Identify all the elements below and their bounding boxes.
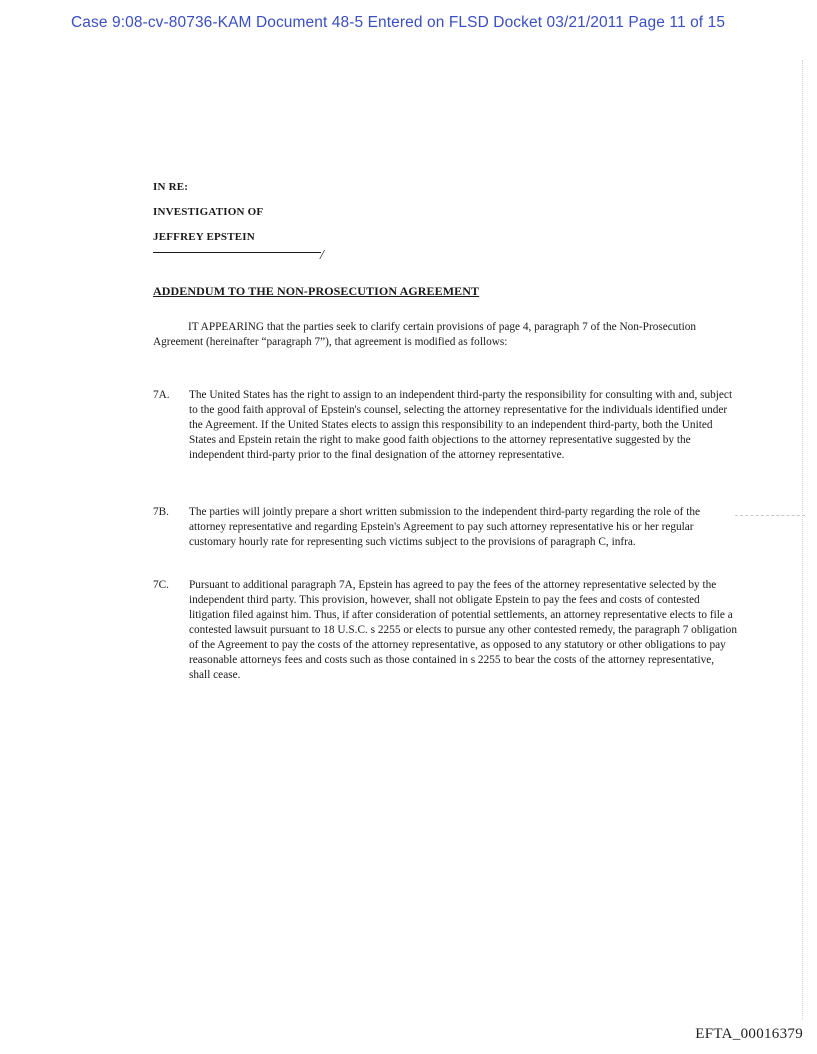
caption-in-re: IN RE:: [153, 181, 189, 193]
bates-number: EFTA_00016379: [695, 1026, 803, 1042]
paragraph-7a: [153, 388, 738, 463]
caption-slash: /: [320, 248, 324, 263]
paragraph-text: The United States has the right to assign to an independent third-party the responsibility for consulting with and, subject to the good faith approval of Epstein's counsel, selecting the attorney representative for the individuals identified under the Agreement. If the United States elects to assign this responsibility to an independent third-party, both the United States and Epstein retain the right to make good faith objections to the attorney representative suggested by the independent third-party prior to the final designation of the attorney representative.: [189, 389, 733, 461]
scan-stray-mark: [735, 515, 805, 516]
document-title: ADDENDUM TO THE NON-PROSECUTION AGREEMENT: [153, 284, 480, 298]
intro-paragraph: IT APPEARING that the parties seek to clarify certain provisions of page 4, paragraph 7 of the Non-Prosecution Agreement (hereinafter “paragraph 7”), that agreement is modified as follows:: [153, 321, 697, 348]
paragraph-number: 7A.: [153, 389, 170, 401]
caption-underline: [153, 252, 321, 253]
scan-edge-mark: [802, 60, 803, 1020]
paragraph-number: 7C.: [153, 579, 170, 591]
paragraph-7b: [153, 505, 738, 550]
paragraph-number: 7B.: [153, 506, 170, 518]
paragraph-text: Pursuant to additional paragraph 7A, Epstein has agreed to pay the fees of the attorney representative selected by the independent third party. This provision, however, shall not obligate Epstein to pay the fees and costs of contested litigation filed against him. Thus, if after consideration of potential settlements, an attorney representative elects to file a contested lawsuit pursuant to 18 U.S.C. s 2255 or elects to pursue any other contested remedy, the paragraph 7 obligation of the Agreement to pay the costs of the attorney representative, as opposed to any statutory or other obligations to pay reasonable attorneys fees and costs such as those contained in s 2255 to bear the costs of the attorney representative, shall cease.: [189, 579, 737, 681]
court-filing-header: Case 9:08-cv-80736-KAM Document 48-5 Entered on FLSD Docket 03/21/2011 Page 11 of 15: [71, 14, 726, 31]
paragraph-7c: [153, 578, 738, 683]
caption-investigation: INVESTIGATION OF: [153, 206, 264, 218]
caption-name: JEFFREY EPSTEIN: [153, 231, 255, 243]
paragraph-text: The parties will jointly prepare a short written submission to the independent third-party regarding the role of the attorney representative and regarding Epstein's Agreement to pay such attorney representative his or her regular customary hourly rate for representing such victims subject to the provisions of paragraph C, infra.: [189, 506, 701, 548]
